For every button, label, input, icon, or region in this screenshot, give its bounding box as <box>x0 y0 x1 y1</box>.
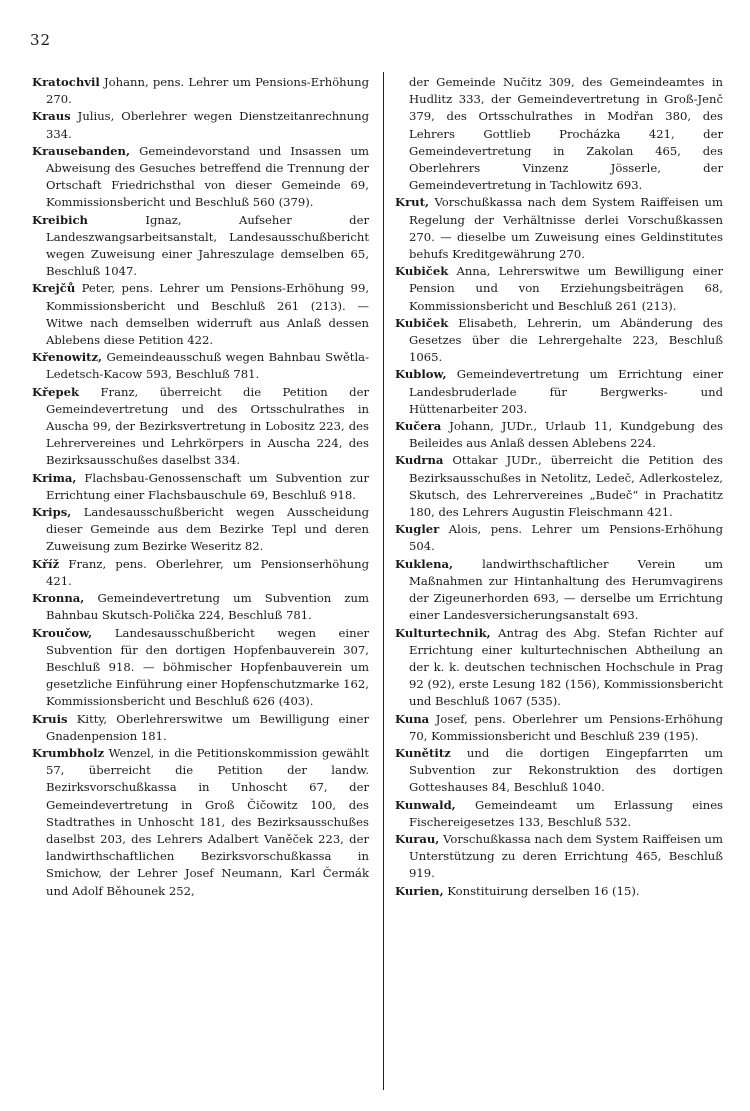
index-entry-head: Kurien, <box>395 883 444 898</box>
index-entry <box>395 711 723 745</box>
index-entry-text: Gemeindevertretung um Subvention zum Bahnbau Skutsch-Polička 224, Beschluß 781. <box>46 591 370 623</box>
index-entry-text: Vorschußkassa nach dem System Raiffeisen um Unterstützung zu deren Errichtung 465, Beschluß 919. <box>409 831 724 881</box>
index-entry-text: und die dortigen Eingepfarrten um Subvention zur Rekonstruktion des dortigen Gotteshauses 84, Beschluß 1040. <box>409 745 723 795</box>
index-entry-head: Krut, <box>395 195 430 210</box>
index-entry <box>395 625 723 711</box>
index-entry-head: Křenowitz, <box>32 350 103 365</box>
index-entry-text: Gemeindevertretung um Errichtung einer Landesbruderlade für Bergwerks- und Hüttenarbeiter 203. <box>409 367 724 416</box>
index-entry-text: Flachsbau-Genossenschaft um Subvention zur Errichtung einer Flachsbauschule 69, Beschluß 918. <box>46 470 369 502</box>
index-entry-head: Kučera <box>395 419 442 434</box>
index-entry <box>395 883 723 900</box>
index-entry-text: Franz, pens. Oberlehrer, um Pensionserhöhung 421. <box>46 556 369 588</box>
index-entry <box>32 745 369 900</box>
index-entry-head: Kruis <box>32 711 68 726</box>
index-entry-text: Elisabeth, Lehrerin, um Abänderung des Gesetzes über die Lehrergehalte 223, Beschluß 1065. <box>409 315 723 365</box>
index-entry <box>395 745 723 797</box>
index-entry <box>395 263 723 315</box>
index-entry-text: Gemeindeausschuß wegen Bahnbau Swětla-Ledetsch-Kacow 593, Beschluß 781. <box>46 350 369 382</box>
index-entry-head: Kunětitz <box>395 745 451 760</box>
index-column-left <box>32 74 369 900</box>
index-entry-head: Kunwald, <box>395 797 456 812</box>
index-entry-head: Kuklena, <box>395 556 454 571</box>
index-entry-text: Julius, Oberlehrer wegen Dienstzeitanrechnung 334. <box>46 109 370 141</box>
index-entry <box>32 74 369 108</box>
index-entry <box>395 831 723 883</box>
index-entry-head: Kříž <box>32 556 60 571</box>
index-entry-head: Kroučow, <box>32 625 93 640</box>
index-entry <box>32 470 369 504</box>
index-entry-text: Johann, pens. Lehrer um Pensions-Erhöhung 270. <box>46 75 370 107</box>
index-entry-text: Antrag des Abg. Stefan Richter auf Errichtung einer kulturtechnischen Abtheilung an der k. k. deutschen technischen Hochschule in Prag 92 (92), erste Lesung 182 (156), Kommissionsbericht und Beschluß 1067 (535). <box>409 625 724 709</box>
index-entry <box>32 108 369 142</box>
index-entry <box>395 556 723 625</box>
index-entry <box>32 590 369 624</box>
index-entry <box>32 212 369 281</box>
index-entry-head: Krausebanden, <box>32 143 131 158</box>
index-entry-head: Krima, <box>32 470 77 485</box>
index-entry-head: Křepek <box>32 384 80 399</box>
index-column-right <box>395 74 723 900</box>
index-entry-text: Landesausschußbericht wegen Ausscheidung dieser Gemeinde aus dem Bezirke Tepl und deren Zuweisung zum Bezirke Weseritz 82. <box>46 505 369 554</box>
index-entry <box>32 711 369 745</box>
index-entry-text: Johann, JUDr., Urlaub 11, Kundgebung des Beileides aus Anlaß dessen Ablebens 224. <box>409 419 724 451</box>
index-entry <box>32 625 369 711</box>
index-entry-head: Kugler <box>395 522 440 537</box>
index-entry-head: Kubiček <box>395 264 449 279</box>
index-entry-text: Alois, pens. Lehrer um Pensions-Erhöhung 504. <box>409 522 724 554</box>
index-entry <box>395 194 723 263</box>
index-entry-head: Kublow, <box>395 367 447 382</box>
index-entry-head: Kronna, <box>32 591 85 606</box>
index-entry-head: Krips, <box>32 505 72 520</box>
index-entry <box>32 556 369 590</box>
index-entry-head: Kuna <box>395 711 430 726</box>
index-entry-text: Gemeindeamt um Erlassung eines Fischereigesetzes 133, Beschluß 532. <box>409 797 724 829</box>
index-entry <box>395 521 723 555</box>
index-entry-head: Kratochvil <box>32 75 100 89</box>
index-entry-head: Kraus <box>32 109 71 124</box>
index-entry-text: Josef, pens. Oberlehrer um Pensions-Erhöhung 70, Kommissionsbericht und Beschluß 239 (195). <box>409 711 723 743</box>
index-entry-text: Landesausschußbericht wegen einer Subvention für den dortigen Hopfenbauverein 307, Beschluß 918. — böhmischer Hopfenbauverein um gesetzliche Einführung einer Hopfenschutzmarke 162, Kommissionsbericht und Beschluß 626 (403). <box>46 625 370 709</box>
index-entry <box>395 315 723 367</box>
index-entry-text: landwirthschaftlicher Verein um Maßnahmen zur Hintanhaltung des Herumvagirens der Zigeunerhorden 693, — derselbe um Errichtung einer Landesversicherungsanstalt 693. <box>409 556 723 623</box>
index-entry-head: Kubiček <box>395 315 449 330</box>
index-entry-text: Kitty, Oberlehrerswitwe um Bewilligung einer Gnadenpension 181. <box>46 711 369 743</box>
index-entry <box>32 280 369 349</box>
index-entry-head: Kreibich <box>32 212 88 227</box>
index-entry-text: Konstituirung derselben 16 (15). <box>447 883 640 898</box>
index-entry-text: Peter, pens. Lehrer um Pensions-Erhöhung 99, Kommissionsbericht und Beschluß 261 (213). — Witwe nach demselben widerruft aus Anlaß dessen Ablebens diese Petition 422. <box>46 281 369 348</box>
index-entry-text: Franz, überreicht die Petition der Gemeindevertretung und des Ortsschulrathes in Auscha 99, der Bezirksvertretung in Lobositz 223, des Lehrervereines und Lehrkörpers in Auscha 224, des Bezirksausschußes daselbst 334. <box>46 384 369 468</box>
index-entry-text: Vorschußkassa nach dem System Raiffeisen um Regelung der Verhältnisse derlei Vorschußkassen 270. — dieselbe um Zuweisung eines Geldinstitutes behufs Kreditgewährung 270. <box>409 195 724 262</box>
index-entry <box>32 349 369 383</box>
index-entry <box>32 504 369 556</box>
index-entry <box>32 143 369 212</box>
index-entry <box>395 366 723 418</box>
index-entry-head: Krejčů <box>32 281 76 296</box>
index-entry-head: Krumbholz <box>32 745 105 760</box>
index-entry-text: Ottakar JUDr., überreicht die Petition des Bezirksausschußes in Netolitz, Ledeč, Adlerkostelez, Skutsch, des Lehrervereines „Budeč“ in Prachatitz 180, des Lehrers Augustin Fleischmann 421. <box>409 453 724 520</box>
index-entry <box>32 384 369 470</box>
index-entry <box>395 797 723 831</box>
page-number: 32 <box>30 31 52 49</box>
index-entry-head: Kulturtechnik, <box>395 625 491 640</box>
index-entry <box>395 418 723 452</box>
index-entry-text: der Gemeinde Nučitz 309, des Gemeindeamtes in Hudlitz 333, der Gemeindevertretung in Groß-Jenč 379, des Ortsschulrathes in Modřan 380, des Lehrers Gottlieb Procházka 421, der Gemeindevertretung in Zakolan 465, des Oberlehrers Vinzenz Jösserle, der Gemeindevertretung in Tachlowitz 693. <box>409 75 723 193</box>
index-entry-text: Ignaz, Aufseher der Landeszwangsarbeitsanstalt, Landesausschußbericht wegen Zuweisung einer Jahreszulage demselben 65, Beschluß 1047. <box>46 212 369 279</box>
index-entry-text: Wenzel, in die Petitionskommission gewählt 57, überreicht die Petition der landw. Bezirksvorschußkassa in Unhoscht 67, der Gemeindevertretung in Groß Čičowitz 100, des Stadtrathes in Unhoscht 181, des Bezirksausschußes daselbst 203, des Lehrers Adalbert Vaněček 223, der landwirthschaftlichen Bezirksvorschußkassa in Smichow, der Lehrer Josef Neumann, Karl Čermák und Adolf Běhounek 252, <box>46 745 369 898</box>
index-entry <box>395 452 723 521</box>
index-entry-head: Kurau, <box>395 831 440 846</box>
index-entry-text: Anna, Lehrerswitwe um Bewilligung einer Pension und von Erziehungsbeiträgen 68, Kommissionsbericht und Beschluß 261 (213). <box>409 264 723 313</box>
column-divider <box>383 72 384 1090</box>
index-entry <box>395 74 723 194</box>
index-entry-text: Gemeindevorstand und Insassen um Abweisung des Gesuches betreffend die Trennung der Ortschaft Friedrichsthal von dieser Gemeinde 69, Kommissionsbericht und Beschluß 560 (379). <box>46 143 369 210</box>
index-entry-head: Kudrna <box>395 453 444 468</box>
